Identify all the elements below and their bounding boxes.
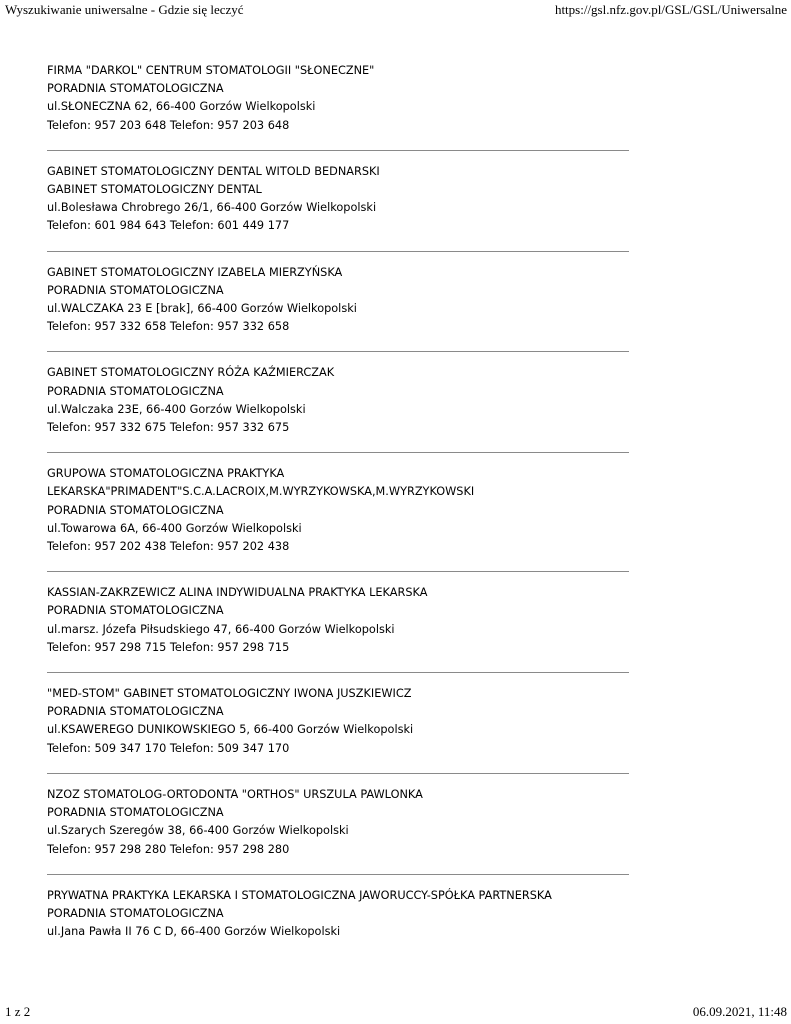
facility-type: PORADNIA STOMATOLOGICZNA [47, 705, 224, 719]
facility-type: PORADNIA STOMATOLOGICZNA [47, 503, 224, 517]
result-separator [47, 672, 629, 673]
facility-name: FIRMA "DARKOL" CENTRUM STOMATOLOGII "SŁONECZNE" [47, 64, 375, 77]
result-entry [47, 264, 629, 337]
result-separator [47, 571, 629, 572]
result-entry [47, 163, 629, 236]
facility-name: KASSIAN-ZAKRZEWICZ ALINA INDYWIDUALNA PRAKTYKA LEKARSKA [47, 586, 428, 600]
facility-phones: Telefon: 957 298 715 Telefon: 957 298 715 [47, 640, 290, 654]
facility-type: PORADNIA STOMATOLOGICZNA [47, 384, 224, 398]
result-entry [47, 887, 629, 942]
result-separator [47, 251, 629, 252]
result-separator [47, 150, 629, 151]
facility-type: PORADNIA STOMATOLOGICZNA [47, 283, 224, 297]
result-separator [47, 773, 629, 774]
result-separator [47, 874, 629, 875]
facility-type: PORADNIA STOMATOLOGICZNA [47, 82, 224, 96]
facility-phones: Telefon: 957 202 438 Telefon: 957 202 438 [47, 540, 290, 554]
result-entry [47, 364, 629, 437]
facility-type: PORADNIA STOMATOLOGICZNA [47, 806, 224, 820]
facility-phones: Telefon: 957 332 675 Telefon: 957 332 675 [47, 421, 290, 435]
print-page-number: 1 z 2 [5, 1004, 31, 1019]
facility-type: PORADNIA STOMATOLOGICZNA [47, 906, 224, 920]
facility-name: "MED-STOM" GABINET STOMATOLOGICZNY IWONA JUSZKIEWICZ [47, 687, 412, 701]
print-datetime: 06.09.2021, 11:48 [692, 1004, 787, 1019]
result-entry [47, 685, 629, 758]
facility-phones: Telefon: 509 347 170 Telefon: 509 347 170 [47, 741, 290, 755]
facility-address: ul.Jana Pawła II 76 C D, 66-400 Gorzów Wielkopolski [47, 925, 341, 939]
facility-address: ul.marsz. Józefa Piłsudskiego 47, 66-400 Gorzów Wielkopolski [47, 622, 395, 636]
facility-name: GABINET STOMATOLOGICZNY DENTAL WITOLD BEDNARSKI [47, 164, 380, 178]
facility-address: ul.KSAWEREGO DUNIKOWSKIEGO 5, 66-400 Gorzów Wielkopolski [47, 723, 414, 737]
facility-address: ul.Bolesława Chrobrego 26/1, 66-400 Gorzów Wielkopolski [47, 201, 377, 215]
facility-name: PRYWATNA PRAKTYKA LEKARSKA I STOMATOLOGICZNA JAWORUCCY-SPÓŁKA PARTNERSKA [47, 888, 552, 902]
facility-phones: Telefon: 957 298 280 Telefon: 957 298 280 [47, 842, 290, 856]
print-page-title: Wyszukiwanie uniwersalne - Gdzie się leczyć [5, 2, 244, 17]
facility-address: ul.Towarowa 6A, 66-400 Gorzów Wielkopolski [47, 521, 302, 535]
facility-name: GABINET STOMATOLOGICZNY RÓŻA KAŹMIERCZAK [47, 366, 335, 380]
result-separator [47, 351, 629, 352]
facility-type: GABINET STOMATOLOGICZNY DENTAL [47, 183, 262, 197]
facility-type: PORADNIA STOMATOLOGICZNA [47, 604, 224, 618]
facility-name: GABINET STOMATOLOGICZNY IZABELA MIERZYŃSKA [47, 265, 343, 279]
facility-address: ul.WALCZAKA 23 E [brak], 66-400 Gorzów Wielkopolski [47, 302, 357, 316]
facility-phones: Telefon: 957 332 658 Telefon: 957 332 658 [47, 320, 290, 334]
facility-address: ul.Szarych Szeregów 38, 66-400 Gorzów Wielkopolski [47, 824, 349, 838]
print-page-url: https://gsl.nfz.gov.pl/GSL/GSL/Uniwersalne [554, 2, 787, 17]
facility-name-continued: LEKARSKA"PRIMADENT"S.C.A.LACROIX,M.WYRZYKOWSKA,M.WYRZYKOWSKI [47, 485, 475, 499]
facility-address: ul.Walczaka 23E, 66-400 Gorzów Wielkopolski [47, 402, 306, 416]
result-separator [47, 452, 629, 453]
facility-phones: Telefon: 601 984 643 Telefon: 601 449 177 [47, 219, 290, 233]
facility-address: ul.SŁONECZNA 62, 66-400 Gorzów Wielkopolski [47, 100, 316, 114]
results-list [47, 62, 629, 941]
facility-phones: Telefon: 957 203 648 Telefon: 957 203 648 [47, 118, 290, 132]
result-entry [47, 465, 629, 556]
facility-name: NZOZ STOMATOLOG-ORTODONTA "ORTHOS" URSZULA PAWLONKA [47, 787, 423, 801]
facility-name: GRUPOWA STOMATOLOGICZNA PRAKTYKA [47, 467, 285, 481]
result-entry [47, 62, 629, 135]
result-entry [47, 584, 629, 657]
result-entry [47, 786, 629, 859]
